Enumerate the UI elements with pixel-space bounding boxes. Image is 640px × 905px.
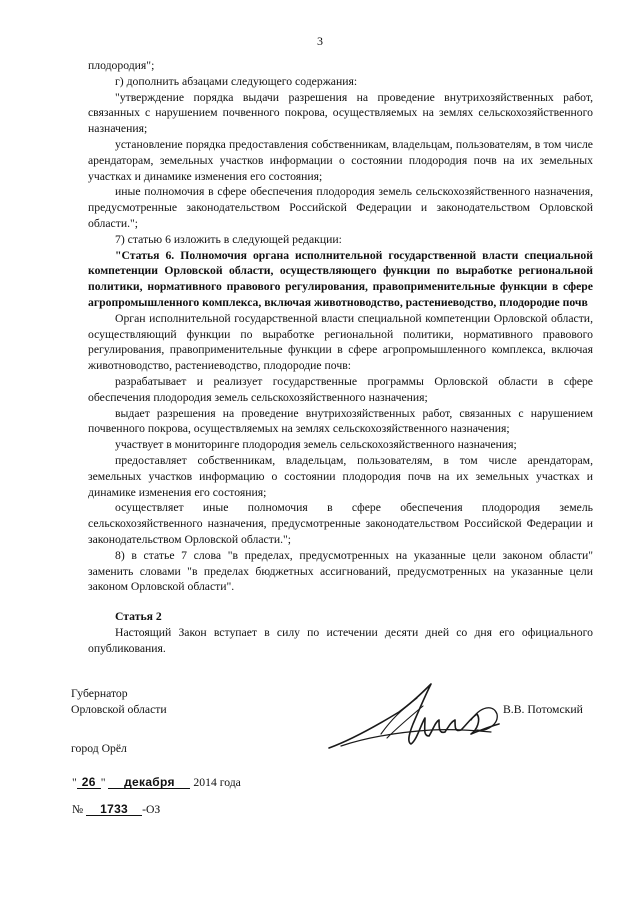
date-year: 2014 года (193, 776, 241, 789)
document-body (88, 58, 593, 656)
page-number: 3 (317, 34, 323, 48)
date-day: 26 (77, 776, 101, 789)
number-value: 1733 (86, 803, 142, 816)
number-suffix: -ОЗ (142, 803, 161, 816)
signatory-title-line1: Губернатор (71, 687, 128, 700)
paragraph-12: предоставляет собственникам, владельцам, пользователям, в том числе арендаторам, земельных участков информацию о состоянии плодородия почв на их земельных участках и динамике изменения его состояния; (88, 453, 593, 499)
paragraph-4: установление порядка предоставления собственникам, владельцам, пользователям, в том числе арендаторам, земельных участков информации о состоянии плодородия почв на их земельных участках и динамике изменения его состояния; (88, 137, 593, 183)
number-sign: № (72, 803, 84, 816)
document-date (72, 776, 241, 789)
handwritten-signature-icon (321, 680, 506, 760)
paragraph-11: участвует в мониторинге плодородия земель сельскохозяйственного назначения; (115, 438, 517, 452)
article2-heading: Статья 2 (115, 610, 162, 624)
paragraph-3: "утверждение порядка выдачи разрешения на проведение внутрихозяйственных работ, связанных с нарушением почвенного покрова, осуществляемых на землях сельскохозяйственного назначения; (88, 90, 593, 136)
paragraph-13: осуществляет иные полномочия в сфере обеспечения плодородия земель сельскохозяйственного назначения, предусмотренные законодательством Российской Федерации и законодательством Орловской области."; (88, 501, 593, 546)
paragraph-1: плодородия"; (88, 59, 155, 72)
article6-heading: "Статья 6. Полномочия органа исполнительной государственной власти специальной компетенции Орловской области, осуществляющего функции по выработке региональной политики, нормативного правового регулирования, правоприменительные функции в сфере агропромышленного комплекса, включая животноводство, растениеводство, плодородие почв (88, 248, 593, 309)
date-close-quote: " (100, 776, 106, 789)
date-month: декабря (108, 776, 190, 789)
date-open-quote: " (72, 776, 77, 789)
paragraph-10: выдает разрешения на проведение внутрихозяйственных работ, связанных с нарушением почвенного покрова, осуществляемых на землях сельскохозяйственного назначения; (88, 406, 593, 436)
signatory-title (71, 686, 167, 718)
article2-text: Настоящий Закон вступает в силу по истечении десяти дней со дня его официального опубликования. (88, 625, 593, 655)
paragraph-2: г) дополнить абзацами следующего содержания: (115, 74, 358, 88)
paragraph-8: Орган исполнительной государственной власти специальной компетенции Орловской области, осуществляющий функции по выработке региональной политики, нормативного правового регулирования, правоприменительные функции в сфере агропромышленного комплекса, включая животноводство, растениеводство, плодородие почв: (88, 311, 593, 373)
signatory-title-line2: Орловской области (71, 703, 167, 716)
paragraph-14: 8) в статье 7 слова "в пределах, предусмотренных на указанные цели законом области" заменить словами "в пределах бюджетных ассигнований, предусмотренных на указанные цели законом Орловской области". (88, 548, 593, 594)
paragraph-9: разрабатывает и реализует государственные программы Орловской области в сфере обеспечения плодородия земель сельскохозяйственного назначения; (88, 374, 593, 404)
paragraph-5: иные полномочия в сфере обеспечения плодородия земель сельскохозяйственного назначения, предусмотренные законодательством Российской Федерации и законодательством Орловской области."; (88, 185, 593, 230)
signatory-name: В.В. Потомский (503, 703, 583, 716)
city: город Орёл (71, 742, 127, 755)
law-number (72, 803, 160, 816)
paragraph-6: 7) статью 6 изложить в следующей редакции: (115, 232, 342, 246)
